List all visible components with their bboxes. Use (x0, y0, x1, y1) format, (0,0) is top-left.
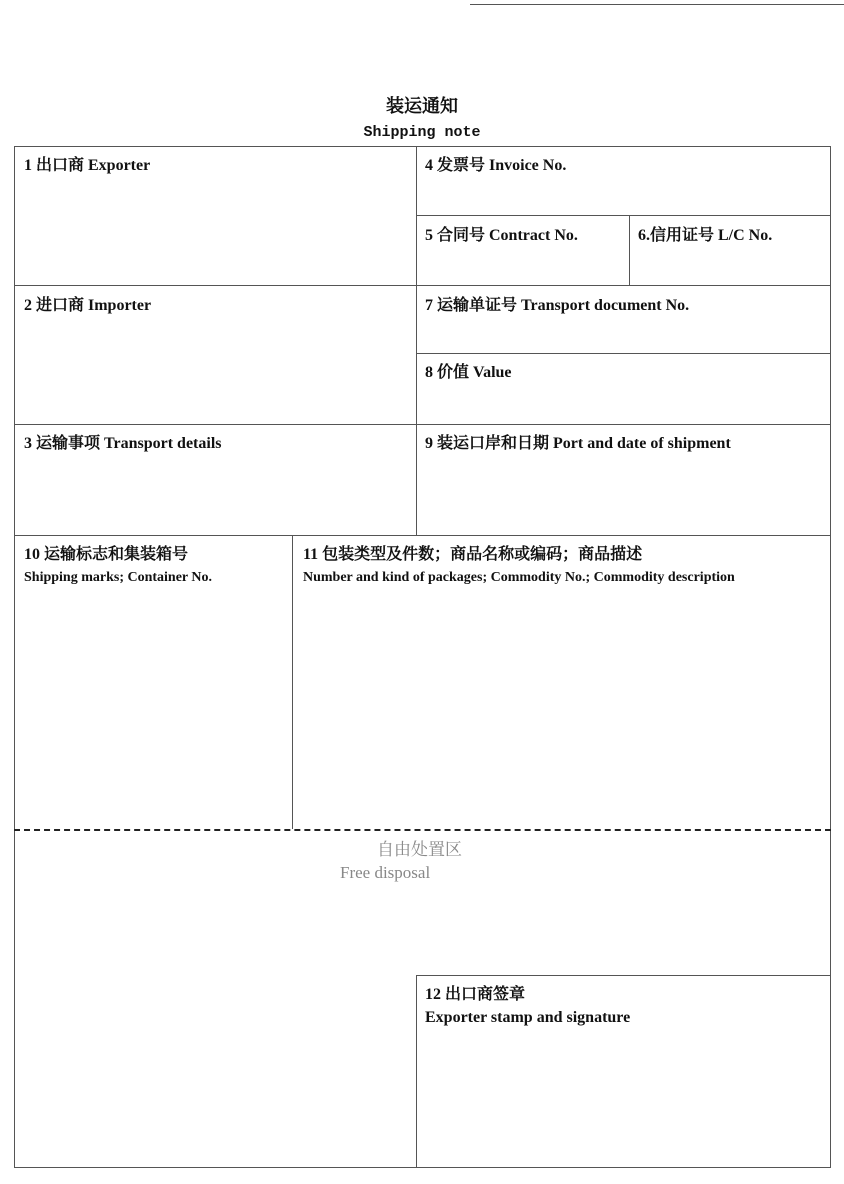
field-contract-no[interactable]: 5 合同号 Contract No. (425, 227, 578, 244)
field-transport-doc-no[interactable]: 7 运输单证号 Transport document No. (425, 297, 690, 314)
field-shipping-marks-en: Shipping marks; Container No. (24, 570, 213, 585)
field-stamp-en: Exporter stamp and signature (425, 1009, 631, 1026)
top-rule (470, 4, 844, 5)
free-disposal-dashed-line (14, 829, 831, 831)
divider-marks-packages (292, 535, 293, 829)
field-value[interactable]: 8 价值 Value (425, 364, 512, 381)
signature-box-top (416, 975, 831, 976)
divider-mid-vertical (416, 146, 417, 535)
divider-contract-lc (629, 215, 630, 285)
field-stamp-cn[interactable]: 12 出口商签章 (425, 986, 526, 1003)
form-border-bottom (14, 1167, 831, 1168)
field-lc-no[interactable]: 6.信用证号 L/C No. (638, 227, 773, 244)
field-importer[interactable]: 2 进口商 Importer (24, 297, 152, 314)
field-invoice-no[interactable]: 4 发票号 Invoice No. (425, 157, 567, 174)
field-exporter[interactable]: 1 出口商 Exporter (24, 157, 151, 174)
divider-transport-value (416, 353, 831, 354)
form-border-right (830, 146, 831, 1168)
form-border-left (14, 146, 15, 1168)
page-title-en: Shipping note (363, 124, 481, 141)
form-border-top (14, 146, 831, 147)
free-disposal-en: Free disposal (340, 863, 431, 882)
divider-row-3 (14, 535, 831, 536)
field-port-date[interactable]: 9 装运口岸和日期 Port and date of shipment (425, 435, 731, 452)
field-packages-cn[interactable]: 11 包装类型及件数；商品名称或编码；商品描述 (303, 546, 643, 563)
signature-box-left (416, 975, 417, 1168)
field-shipping-marks-cn[interactable]: 10 运输标志和集装箱号 (24, 546, 189, 563)
free-disposal-cn: 自由处置区 (377, 840, 462, 859)
field-packages-en: Number and kind of packages; Commodity No.; Commodity description (303, 570, 735, 585)
page-title-cn: 装运通知 (386, 96, 458, 117)
divider-row-1 (14, 285, 831, 286)
divider-invoice-contract (416, 215, 831, 216)
divider-row-2 (14, 424, 831, 425)
field-transport-details[interactable]: 3 运输事项 Transport details (24, 435, 222, 452)
